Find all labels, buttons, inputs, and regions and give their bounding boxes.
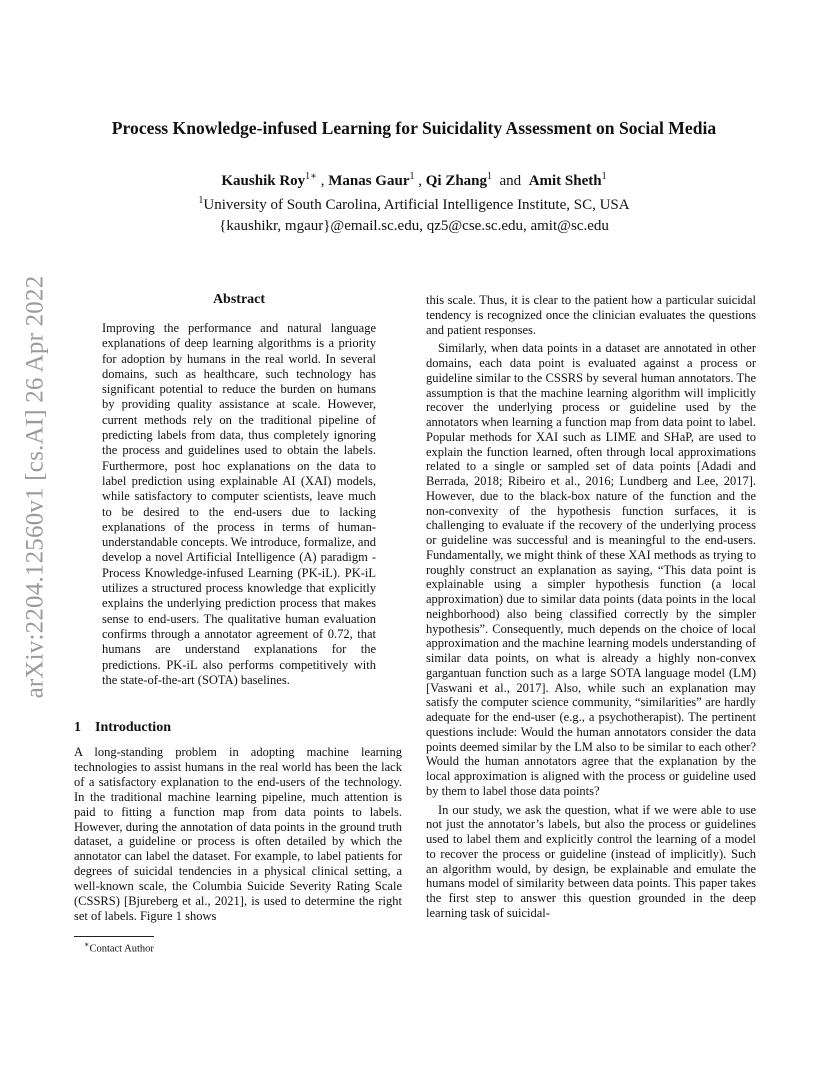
footnote [84,940,154,955]
author-name: Kaushik Roy [221,173,306,189]
footnote-text: Contact Author [89,943,154,955]
affiliation [0,195,828,214]
footnote-mark: ∗ [84,940,90,949]
footnote-rule [74,936,154,937]
author-separator: , [316,173,329,189]
section-number: 1 [74,720,81,735]
body-paragraph: this scale. Thus, it is clear to the patient how a particular suicidal tendency is recognized once the clinician evaluates the questions and patient responses. [426,293,756,337]
affiliation-text: University of South Carolina, Artificial Intelligence Institute, SC, USA [203,197,630,213]
section-heading-introduction [74,720,171,736]
author-separator: , [414,173,426,189]
author-name: Manas Gaur [328,173,410,189]
author-affiliation-mark: 1 [601,171,607,182]
paper-title: Process Knowledge-infused Learning for Suicidality Assessment on Social Media [111,118,717,138]
right-column [426,293,756,921]
body-paragraph: Similarly, when data points in a dataset are annotated in other domains, each data point is evaluated against a process or guideline similar to the CSSRS by several human annotators. The assumption is that the machine learning algorithm will implicitly recover the underlying process or guideline used by the annotators when learning a function map from data point to label. Popular methods for XAI such as LIME and SHaP, are used to explain the function learned, often through local approximations related to a single or sampled set of data points [Adadi and Berrada, 2018; Ribeiro et al., 2016; Lundberg and Lee, 2017]. However, due to the black-box nature of the function and the non-convexity of the hypothesis function surfaces, it is challenging to evaluate if the recovery of the underlying process or guideline was successful and is meaningful to the end-users. Fundamentally, we might think of these XAI methods as trying to roughly construct an explanation as saying, “This data point is explainable using a simpler hypothesis function (a local approximation) due to similar data points (data points in the local neighborhood) also being classified correctly by the simpler hypothesis”. Consequently, much depends on the choice of local approximation and the machine learning models understanding of similar data points, on what is already a highly non-convex gargantuan function such as a large SOTA language model (LM) [Vaswani et al., 2017]. Also, while such an explanation may satisfy the computer science community, “similarities” are hardly adequate for the end-user (e.g., a psychotherapist). The pertinent questions include: Would the human annotators consider the data points deemed similar by the LM also to be similar to each other? Would the human annotators agree that the explanation by the local approximation is aligned with the process or guideline used by them to label those data points? [426,341,756,798]
author-name: Amit Sheth [528,173,602,189]
author-name: Qi Zhang [425,173,488,189]
abstract-body: Improving the performance and natural language explanations of deep learning algorithms is a priority for adoption by humans in the real world. In several domains, such as healthcare, such technology has significant potential to reduce the burden on humans by providing quality assistance at scale. However, current methods rely on the traditional pipeline of predicting labels from data, thus completely ignoring the process and guidelines used to obtain the labels. Furthermore, post hoc explanations on the data to label prediction using explainable AI (XAI) models, while satisfactory to computer scientists, leave much to be desired to the end-users due to lacking explanations of the process in terms of human-understandable concepts. We introduce, formalize, and develop a novel Artificial Intelligence (A) paradigm - Process Knowledge-infused Learning (PK-iL). PK-iL utilizes a structured process knowledge that explicitly explains the underlying prediction process that makes sense to end-users. The qualitative human evaluation confirms through a annotator agreement of 0.72, that humans are understand explanations for the predictions. PK-iL also performs competitively with the state-of-the-art (SOTA) baselines. [102,321,376,687]
abstract-heading: Abstract [212,292,266,307]
author-emails: {kaushikr, mgaur}@email.sc.edu, qz5@cse.sc.edu, amit@sc.edu [219,218,609,234]
introduction-paragraph: A long-standing problem in adopting machine learning technologies to assist humans in the real world has been the lack of a satisfactory explanation to the end-users of the technology. In the traditional machine learning pipeline, much attention is paid to fitting a function map from data points to labels. However, during the annotation of data points in the ground truth dataset, a guideline or process is often detailed by which the annotator can label the dataset. For example, to label patients for degrees of suicidal tendencies in a physical clinical setting, a well-known scale, the Columbia Suicide Severity Rating Scale (CSSRS) [Bjureberg et al., 2021], is used to determine the right set of labels. Figure 1 shows [74,745,402,923]
affiliation-mark: 1 [198,195,204,206]
author-list [0,173,828,190]
arxiv-identifier-text: arXiv:2204.12560v1 [cs.AI] 26 Apr 2022 [21,275,49,699]
author-affiliation-mark: 1 [409,171,415,182]
body-paragraph: In our study, we ask the question, what if we were able to use not just the annotator’s labels, but also the process or guidelines used to label them and explicitly control the learning of a model to recover the process or guideline (instead of implicitly). Such an algorithm would, by design, be explainable and emulate the humans model of similarity between data points. This paper takes the first step to answer this question grounded in the deep learning task of suicidal- [426,802,756,920]
author-affiliation-mark: 1∗ [305,171,317,182]
author-affiliation-mark: 1 [487,171,493,182]
section-title: Introduction [95,720,171,735]
arxiv-identifier [20,275,50,699]
author-separator: and [492,173,529,189]
